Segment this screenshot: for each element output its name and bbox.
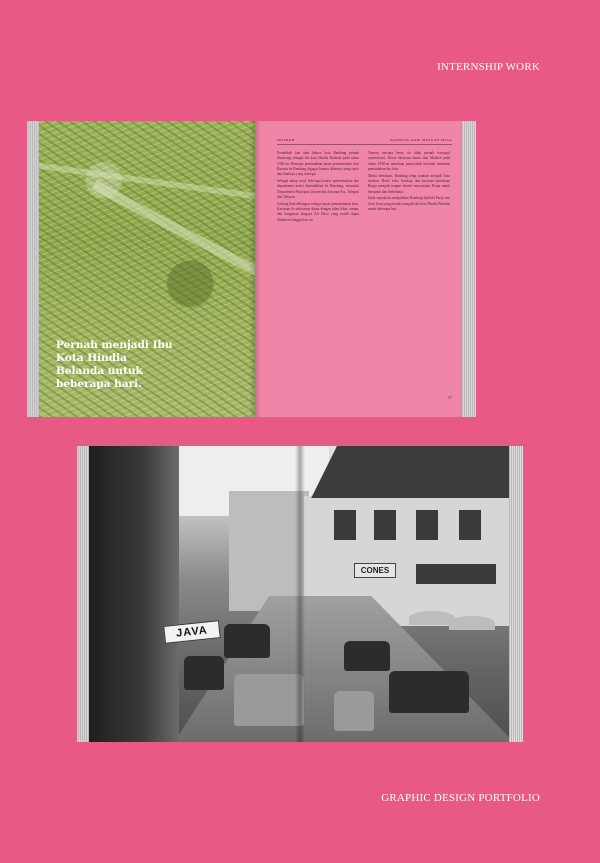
running-head-right: BANDUNG DARI MASA KE MASA	[390, 138, 452, 142]
header-rule	[277, 144, 452, 145]
photo-window	[374, 510, 396, 540]
text-page	[255, 121, 462, 417]
text-column-1	[277, 151, 359, 224]
portfolio-footer-label: GRAPHIC DESIGN PORTFOLIO	[381, 792, 540, 804]
page-number: 57	[448, 395, 452, 400]
paragraph: Sebagai tahap awal, beberapa kantor pemerintahan dan departemen mulai dipindahkan ke Bandung, termasuk Departemen Pekerjaan Umum dan Jawatan Pos, Telegraf dan Telepon.	[277, 178, 359, 199]
photo-road	[92, 181, 255, 312]
book-spread-history	[27, 121, 476, 417]
photo-awning	[89, 446, 179, 742]
paragraph: Meski demikian, Bandung tetap tumbuh menjadi kota modern. Hotel, toko, bioskop, dan kawasan pertokoan Braga menjadi tempat favorit masyarakat Eropa untuk bersantai dan berbelanja.	[368, 173, 450, 194]
book-gutter	[249, 121, 261, 417]
running-head-left: SEJARAH	[277, 138, 295, 142]
paragraph: Namun rencana besar itu tidak pernah terwujud sepenuhnya. Krisis ekonomi dunia atau Malaise pada tahun 1930-an membuat pemerintah kolonial menunda pemindahan ibu kota.	[368, 151, 450, 171]
aerial-city-photo	[39, 121, 255, 417]
photo-window	[416, 564, 496, 584]
text-column-2	[368, 151, 450, 214]
photo-caption: Pernah menjadi Ibu Kota Hindia Belanda untuk beberapa hari.	[56, 339, 173, 390]
photo-car	[344, 641, 390, 671]
portfolio-section-label: INTERNSHIP WORK	[437, 61, 540, 73]
photo-car	[334, 691, 374, 731]
photo-road	[39, 160, 255, 208]
photo-window	[459, 510, 481, 540]
page-edges-right	[509, 446, 523, 742]
photo-window	[334, 510, 356, 540]
book-spread-street-photo	[77, 446, 523, 742]
photo-car	[224, 624, 270, 658]
shop-sign: JAVA	[163, 620, 221, 644]
shop-sign: CONES	[354, 563, 396, 578]
photo-car	[389, 671, 469, 713]
photo-car	[234, 674, 304, 726]
paragraph: Gedung Sate dibangun sebagai pusat pemerintahan baru. Kawasan di sekitarnya ditata dengan jalan lebar, taman, dan bangunan bergaya Art Deco yang masih dapat dinikmati hingga hari ini.	[277, 201, 359, 222]
book-gutter	[295, 446, 305, 742]
page-edges-right	[462, 121, 476, 417]
paragraph: Pernahkah kau tahu bahwa kota Bandung pernah dirancang sebagai ibu kota Hindia Belanda pada tahun 1920-an. Rencana pemindahan pusat pemerintahan dari Batavia ke Bandung digagas karena iklimnya yang sejuk dan letaknya yang strategis.	[277, 151, 359, 177]
photo-window	[416, 510, 438, 540]
paragraph: Jejak sejarah ini menjadikan Bandung dijuluki Parijs van Java, kota yang pernah menjadi ibu kota Hindia Belanda untuk beberapa hari.	[368, 196, 450, 211]
photo-car	[184, 656, 224, 690]
photo-umbrella	[449, 616, 495, 630]
